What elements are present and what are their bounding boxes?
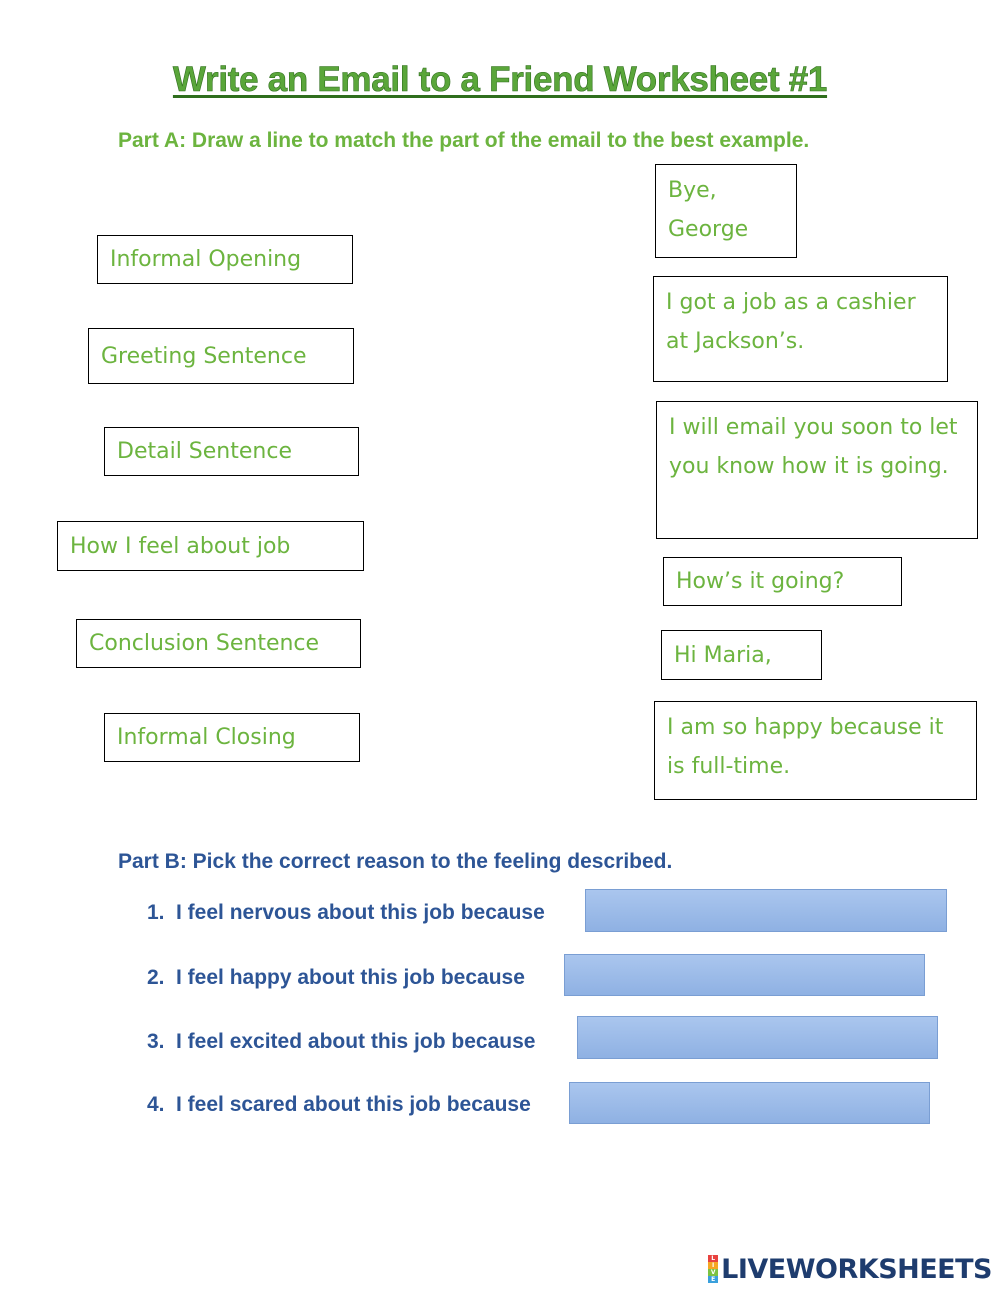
part-b-instruction: Part B: Pick the correct reason to the feeling described.	[118, 850, 673, 873]
logo-squares-icon	[708, 1255, 718, 1283]
answer-dropdown-4[interactable]	[569, 1082, 930, 1124]
question-text: I feel nervous about this job because	[176, 901, 545, 924]
question-2	[147, 966, 525, 990]
question-1	[147, 901, 545, 925]
part-a-instruction: Part A: Draw a line to match the part of the email to the best example.	[118, 129, 810, 152]
example-got-a-job[interactable]: I got a job as a cashier at Jackson’s.	[653, 276, 948, 382]
question-text: I feel excited about this job because	[176, 1030, 536, 1053]
liveworksheets-logo	[708, 1252, 992, 1286]
question-3	[147, 1030, 535, 1054]
worksheet-title: Write an Email to a Friend Worksheet #1	[172, 60, 828, 99]
logo-text: LIVEWORKSHEETS	[721, 1253, 992, 1285]
answer-dropdown-2[interactable]	[564, 954, 925, 996]
question-number: 2.	[147, 966, 165, 989]
example-so-happy[interactable]: I am so happy because it is full-time.	[654, 701, 977, 800]
label-informal-opening[interactable]: Informal Opening	[97, 235, 353, 284]
question-number: 4.	[147, 1093, 165, 1116]
answer-dropdown-3[interactable]	[577, 1016, 938, 1059]
question-text: I feel scared about this job because	[176, 1093, 531, 1116]
logo-square: E	[708, 1276, 718, 1283]
example-hi-maria[interactable]: Hi Maria,	[661, 630, 822, 680]
question-number: 3.	[147, 1030, 165, 1053]
question-4	[147, 1093, 531, 1117]
answer-dropdown-1[interactable]	[585, 889, 947, 932]
example-bye-george[interactable]: Bye, George	[655, 164, 797, 258]
label-informal-closing[interactable]: Informal Closing	[104, 713, 360, 762]
label-greeting-sentence[interactable]: Greeting Sentence	[88, 328, 354, 384]
example-email-you-soon[interactable]: I will email you soon to let you know how it is going.	[656, 401, 978, 539]
label-detail-sentence[interactable]: Detail Sentence	[104, 427, 359, 476]
logo-square: L	[708, 1255, 718, 1262]
logo-square: I	[708, 1262, 718, 1269]
question-text: I feel happy about this job because	[176, 966, 525, 989]
example-hows-it-going[interactable]: How’s it going?	[663, 557, 902, 606]
label-conclusion-sentence[interactable]: Conclusion Sentence	[76, 619, 361, 668]
label-how-i-feel[interactable]: How I feel about job	[57, 521, 364, 571]
question-number: 1.	[147, 901, 165, 924]
logo-square: V	[708, 1269, 718, 1276]
